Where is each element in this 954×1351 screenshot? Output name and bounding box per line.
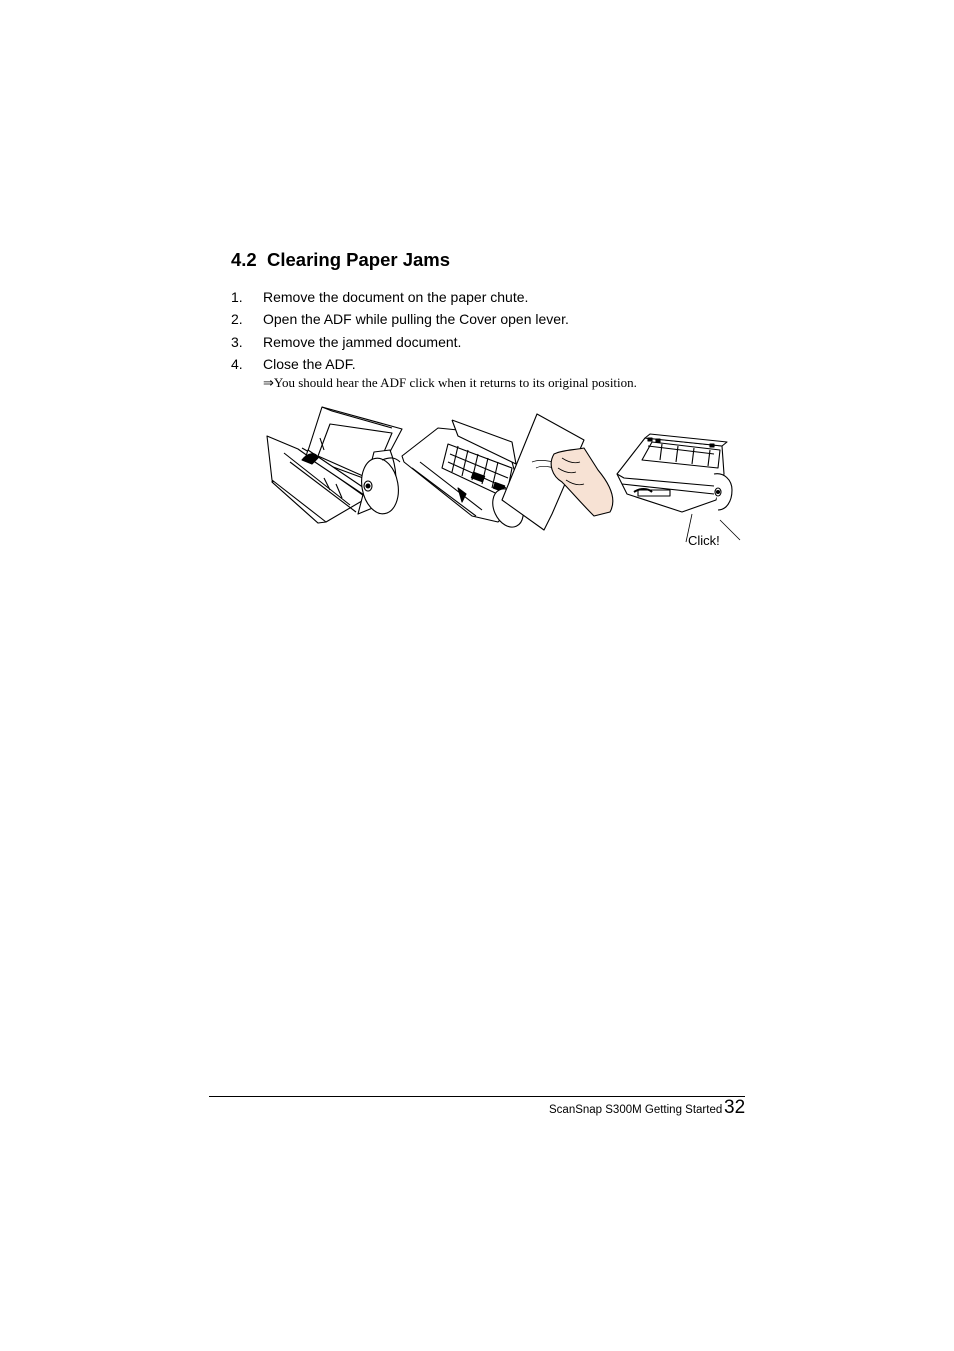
list-item: [231, 311, 751, 333]
footer-divider: [209, 1096, 745, 1097]
step-number: 4.: [231, 355, 243, 372]
list-item: [231, 334, 751, 356]
list-item: [231, 289, 751, 311]
click-label: Click!: [688, 533, 720, 548]
step-number: 3.: [231, 333, 243, 350]
scanner-open-chute-drawing: [267, 407, 403, 523]
step-note: ⇒You should hear the ADF click when it returns to its original position.: [263, 375, 637, 390]
page-number: 32: [724, 1097, 746, 1118]
step-text: Remove the document on the paper chute.: [263, 289, 529, 305]
step-number: 1.: [231, 289, 243, 305]
step-text: Open the ADF while pulling the Cover open lever.: [263, 311, 569, 328]
section-title: 4.2 Clearing Paper Jams: [231, 249, 451, 270]
steps-list: [231, 289, 751, 378]
footer-title: ScanSnap S300M Getting Started: [549, 1104, 723, 1116]
scanner-jam-removal-drawing: [402, 414, 613, 532]
scanner-closed-drawing: [617, 434, 740, 542]
step-number: 2.: [231, 311, 243, 328]
step-text: Remove the jammed document.: [263, 333, 462, 350]
scanner-illustration: [262, 402, 752, 554]
step-text: Close the ADF.: [263, 355, 356, 372]
